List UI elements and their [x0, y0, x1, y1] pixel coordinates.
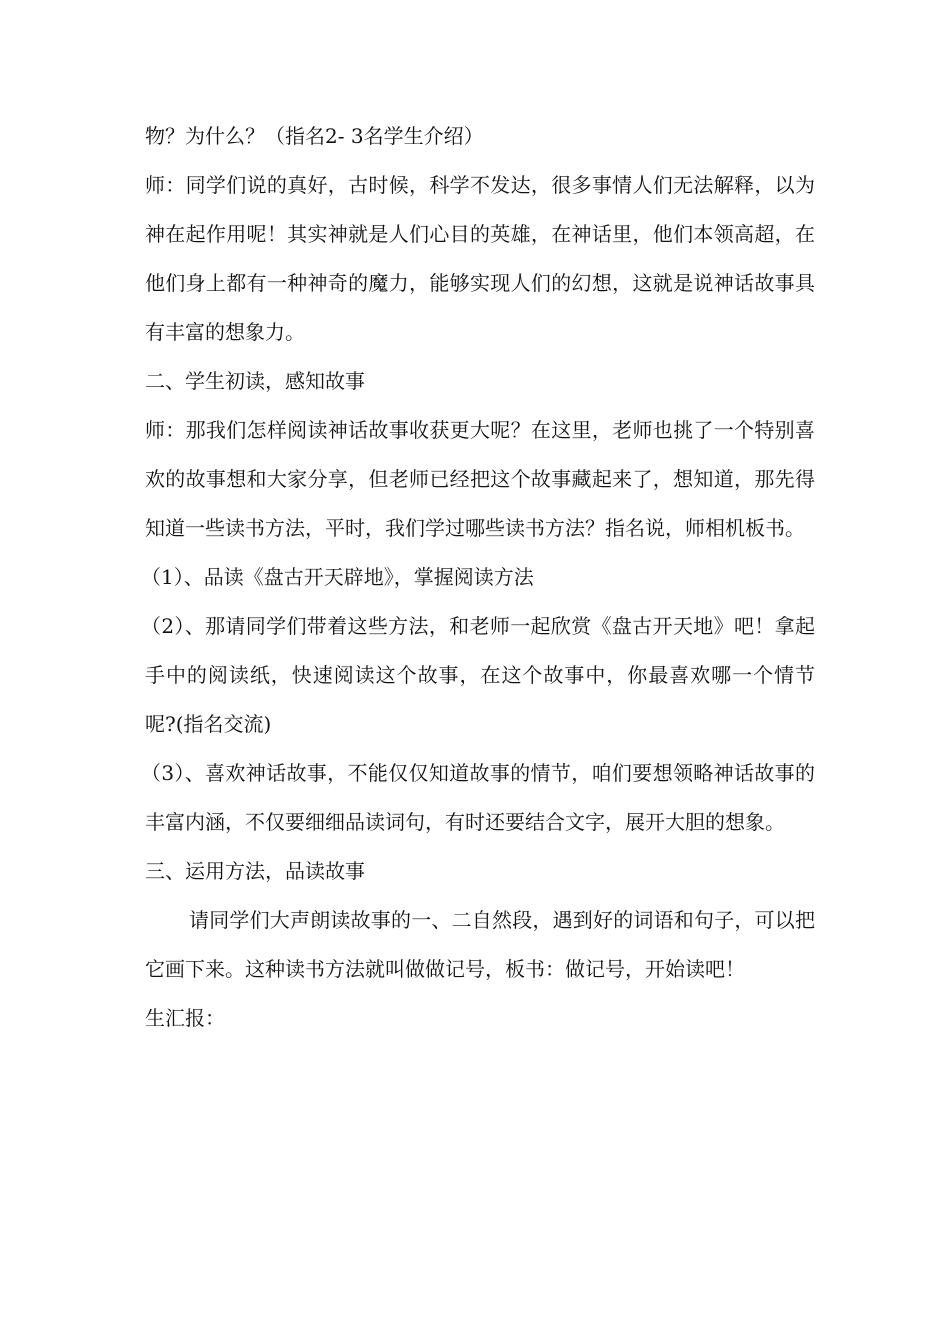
document-page	[141, 112, 815, 1043]
paragraph-2: 师：同学们说的真好，古时候，科学不发达，很多事情人们无法解释，以为神在起作用呢！其实神就是人们心目的英雄，在神话里，他们本领高超，在他们身上都有一种神奇的魔力，能够实现人们的幻想，这就是说神话故事具有丰富的想象力。	[145, 173, 815, 344]
paragraph-9: 请同学们大声朗读故事的一、二自然段，遇到好的词语和句子，可以把它画下来。这种读书方法就叫做做记号，板书：做记号，开始读吧！	[145, 908, 815, 981]
section-heading-3: 三、运用方法，品读故事	[145, 859, 365, 883]
list-item-2: （2）、那请同学们带着这些方法，和老师一起欣赏《盘古开天地》吧！拿起手中的阅读纸，快速阅读这个故事，在这个故事中，你最喜欢哪一个情节呢?(指名交流)	[141, 614, 815, 736]
list-item-3: （3）、喜欢神话故事，不能仅仅知道故事的情节，咱们要想领略神话故事的丰富内涵，不仅要细细品读词句，有时还要结合文字，展开大胆的想象。	[141, 761, 815, 834]
paragraph-4: 师：那我们怎样阅读神话故事收获更大呢？在这里，老师也挑了一个特别喜欢的故事想和大家分享，但老师已经把这个故事藏起来了，想知道，那先得知道一些读书方法，平时，我们学过哪些读书方法？指名说，师相机板书。	[145, 418, 815, 540]
paragraph-10: 生汇报：	[145, 1006, 225, 1030]
section-heading-2: 二、学生初读，感知故事	[145, 369, 365, 393]
list-item-1: （1）、品读《盘古开天辟地》，掌握阅读方法	[141, 565, 534, 589]
paragraph-1: 物？为什么？（指名2- 3名学生介绍）	[145, 124, 484, 148]
